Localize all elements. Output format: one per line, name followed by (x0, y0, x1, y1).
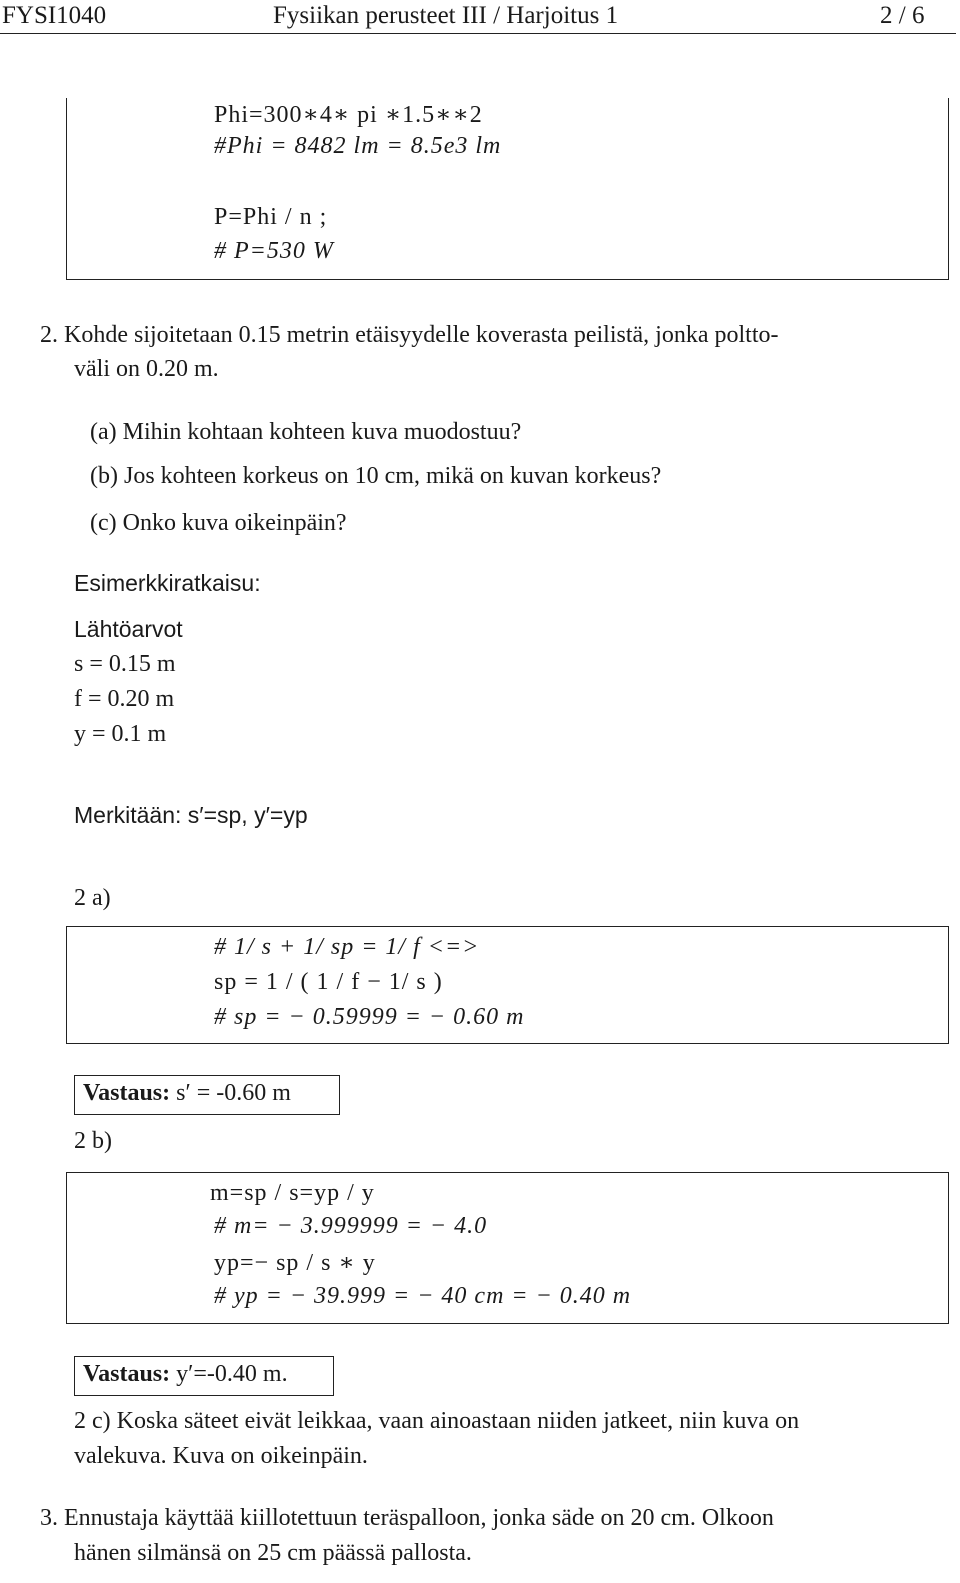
code-line: m=sp / s=yp / y (210, 1180, 375, 1206)
notation: Merkitään: s′=sp, y′=yp (74, 802, 308, 828)
solution-heading: Esimerkkiratkaisu: (74, 570, 261, 596)
code-line: yp=− sp / s ∗ y (214, 1250, 376, 1276)
code-comment: # sp = − 0.59999 = − 0.60 m (214, 1004, 525, 1030)
value-s: s = 0.15 m (74, 651, 176, 677)
answer-box-a (74, 1075, 340, 1115)
conclusion-line-1: 2 c) Koska säteet eivät leikkaa, vaan ainoastaan niiden jatkeet, niin kuva on (74, 1408, 800, 1434)
answer-box-b (74, 1356, 334, 1396)
answer-label: Vastaus: (83, 1080, 171, 1106)
answer-label: Vastaus: (83, 1361, 171, 1387)
code-comment: # m= − 3.999999 = − 4.0 (214, 1213, 488, 1239)
code-line: P=Phi / n ; (214, 204, 328, 230)
problem-2-intro-cont: väli on 0.20 m. (74, 356, 219, 382)
code-comment: #Phi = 8482 lm = 8.5e3 lm (214, 133, 502, 159)
code-line: Phi=300∗4∗ pi ∗1.5∗∗2 (214, 102, 483, 128)
problem-3-line-2: hänen silmänsä on 25 cm päässä pallosta. (74, 1540, 472, 1566)
page-number: 2 / 6 (880, 2, 925, 29)
initial-values-heading: Lähtöarvot (74, 616, 183, 642)
problem-3-line-1: 3. Ennustaja käyttää kiillotettuun teräspalloon, jonka säde on 20 cm. Olkoon (40, 1505, 774, 1531)
course-code: FYSI1040 (2, 2, 107, 29)
page-title: Fysiikan perusteet III / Harjoitus 1 (273, 2, 619, 29)
answer-value: y′=-0.40 m. (176, 1361, 288, 1387)
conclusion-line-2: valekuva. Kuva on oikeinpäin. (74, 1443, 368, 1469)
part-a-label: 2 a) (74, 885, 111, 911)
question-c: (c) Onko kuva oikeinpäin? (90, 510, 347, 536)
code-line: sp = 1 / ( 1 / f − 1/ s ) (214, 969, 443, 995)
answer-value: s′ = -0.60 m (176, 1080, 291, 1106)
value-f: f = 0.20 m (74, 686, 175, 712)
code-comment: # yp = − 39.999 = − 40 cm = − 0.40 m (214, 1283, 632, 1309)
code-comment: # P=530 W (214, 238, 334, 264)
question-a: (a) Mihin kohtaan kohteen kuva muodostuu? (90, 419, 522, 445)
problem-2-intro: 2. Kohde sijoitetaan 0.15 metrin etäisyydelle koverasta peilistä, jonka poltto- (40, 322, 779, 348)
question-b: (b) Jos kohteen korkeus on 10 cm, mikä on kuvan korkeus? (90, 463, 662, 489)
code-box-top (66, 98, 949, 280)
code-comment: # 1/ s + 1/ sp = 1/ f <=> (214, 934, 480, 960)
header-rule (0, 33, 956, 34)
part-b-label: 2 b) (74, 1128, 112, 1154)
value-y: y = 0.1 m (74, 721, 167, 747)
